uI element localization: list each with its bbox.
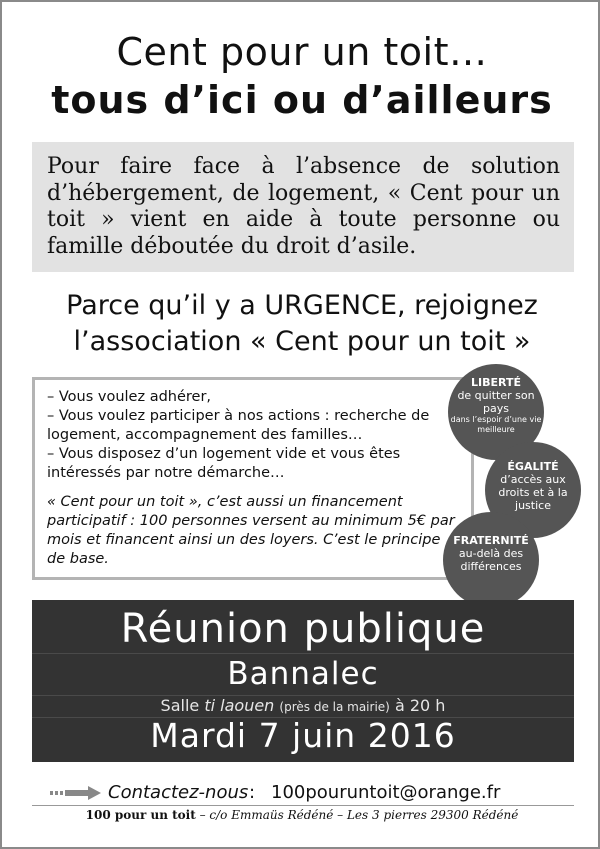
- urgence-line-1: Parce qu’il y a URGENCE, rejoignez: [66, 290, 538, 321]
- arrow-right-icon: [50, 785, 102, 801]
- contact-line: [32, 782, 574, 806]
- reunion-city: Bannalec: [227, 656, 379, 692]
- urgence-heading: [2, 288, 600, 360]
- fraternite-heading: FRATERNITÉ: [453, 534, 529, 547]
- egalite-text: d’accès aux droits et à la justice: [498, 473, 568, 512]
- fraternite-text: au-delà des différences: [458, 547, 524, 573]
- contact-email-link[interactable]: 100pouruntoit@orange.fr: [271, 782, 501, 803]
- venue-time: à 20 h: [394, 696, 446, 715]
- liberte-text: de quitter son pays: [457, 389, 535, 415]
- liberte-heading: LIBERTÉ: [471, 376, 521, 389]
- urgence-line-2: l’association « Cent pour un toit »: [73, 326, 531, 357]
- reunion-date: Mardi 7 juin 2016: [150, 716, 456, 755]
- footer-org: 100 pour un toit: [85, 808, 196, 822]
- venue-name: ti laouen: [204, 696, 275, 715]
- venue-note: (près de la mairie): [279, 700, 390, 714]
- liberte-small: dans l’espoir d’une vie meilleure: [450, 415, 542, 434]
- footer-address: [2, 808, 600, 822]
- list-item: – Vous voulez adhérer,: [47, 389, 212, 405]
- title-line-2: tous d’ici ou d’ailleurs: [51, 78, 553, 122]
- intro-block: [32, 142, 574, 272]
- egalite-heading: ÉGALITÉ: [507, 460, 559, 473]
- fraternite-circle: [443, 512, 539, 608]
- financing-paragraph: « Cent pour un toit », c’est aussi un financement participatif : 100 personnes versent au minimum 5€ par mois et financent ainsi un des loyers. C’est le principe de base.: [47, 494, 455, 567]
- membership-box: [32, 377, 474, 580]
- venue-prefix: Salle: [160, 696, 200, 715]
- contact-label: Contactez-nous: [108, 782, 249, 803]
- banner-divider: [32, 653, 574, 654]
- footer-divider: [32, 805, 574, 806]
- reunion-title: Réunion publique: [120, 606, 486, 652]
- title-line-1: Cent pour un toit…: [116, 30, 488, 74]
- reunion-venue: [32, 696, 574, 715]
- reunion-banner: [32, 600, 574, 762]
- footer-address-text: – c/o Emmaüs Rédéné – Les 3 pierres 29300 Rédéné: [195, 808, 519, 822]
- list-item: – Vous disposez d’un logement vide et vous êtes intéressés par notre démarche…: [47, 446, 401, 481]
- contact-colon: :: [249, 782, 256, 803]
- list-item: – Vous voulez participer à nos actions : recherche de logement, accompagnement des familles…: [47, 408, 430, 443]
- intro-text: Pour faire face à l’absence de solution d’hébergement, de logement, « Cent pour un toit » vient en aide à toute personne ou famille déboutée du droit d’asile.: [47, 154, 560, 259]
